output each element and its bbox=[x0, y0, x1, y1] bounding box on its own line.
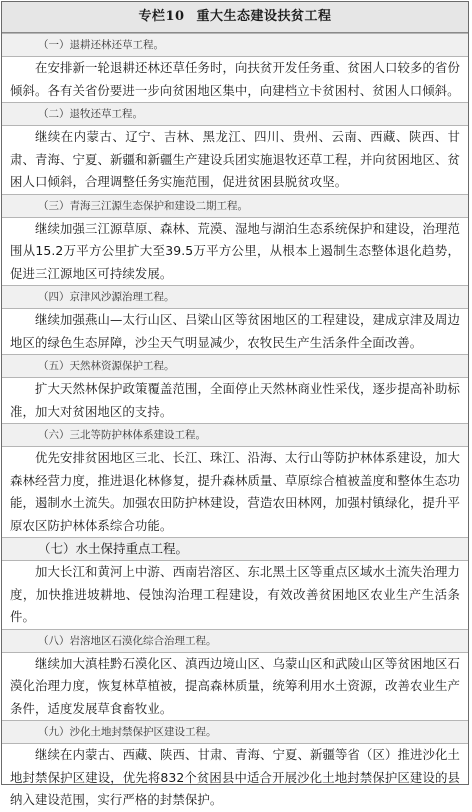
column-title: 重大生态建设扶贫工程 bbox=[196, 9, 332, 24]
section-5 bbox=[2, 354, 468, 423]
section-heading: （二）退牧还草工程。 bbox=[2, 102, 468, 126]
section-body: 扩大天然林保护政策覆盖范围，全面停止天然林商业性采伐，逐步提高补助标准，加大对贫困地区的支持。 bbox=[10, 381, 460, 419]
section-2 bbox=[2, 102, 468, 194]
section-heading: （八）岩溶地区石漠化综合治理工程。 bbox=[2, 629, 468, 653]
section-heading: （三）青海三江源生态保护和建设二期工程。 bbox=[2, 194, 468, 218]
section-heading: （五）天然林资源保护工程。 bbox=[2, 354, 468, 378]
section-heading: （九）沙化土地封禁保护区建设工程。 bbox=[2, 720, 468, 744]
section-heading: （六）三北等防护林体系建设工程。 bbox=[2, 423, 468, 447]
column-box bbox=[1, 1, 469, 807]
section-heading: （四）京津风沙源治理工程。 bbox=[2, 285, 468, 309]
column-number: 专栏10 bbox=[138, 9, 185, 24]
section-body: 继续加强三江源草原、森林、荒漠、湿地与湖泊生态系统保护和建设，治理范围从15.2万平方公里扩大至39.5万平方公里，从根本上遏制生态整体退化趋势，促进三江源地区可持续发展。 bbox=[10, 220, 460, 281]
section-heading: （一）退耕还林还草工程。 bbox=[2, 33, 468, 57]
section-body: 在安排新一轮退耕还林还草任务时，向扶贫开发任务重、贫困人口较多的省份倾斜。各有关省份要进一步向贫困地区集中，向建档立卡贫困村、贫困人口倾斜。 bbox=[10, 60, 460, 98]
section-4 bbox=[2, 285, 468, 354]
section-body: 继续加大滇桂黔石漠化区、滇西边境山区、乌蒙山区和武陵山区等贫困地区石漠化治理力度，恢复林草植被，提高森林质量，统筹利用水土资源，改善农业生产条件，适度发展草食畜牧业。 bbox=[10, 655, 460, 716]
section-6 bbox=[2, 423, 468, 537]
section-heading: （七）水土保持重点工程。 bbox=[2, 537, 468, 561]
section-body: 优先安排贫困地区三北、长江、珠江、沿海、太行山等防护林体系建设，加大森林经营力度，推进退化林修复，提升森林质量、草原综合植被盖度和整体生态功能，遏制水土流失。加强农田防护林建设，营造农田林网，加强村镇绿化，提升平原农区防护林体系综合功能。 bbox=[10, 450, 460, 533]
section-body: 继续在内蒙古、辽宁、吉林、黑龙江、四川、贵州、云南、西藏、陕西、甘肃、青海、宁夏、新疆和新疆生产建设兵团实施退牧还草工程，并向贫困地区、贫困人口倾斜，合理调整任务实施范围，促进贫困县脱贫攻坚。 bbox=[10, 129, 460, 189]
section-body: 继续在内蒙古、西藏、陕西、甘肃、青海、宁夏、新疆等省（区）推进沙化土地封禁保护区建设，优先将832个贫困县中适合开展沙化土地封禁保护区建设的县纳入建设范围，实行严格的封禁保护。 bbox=[10, 747, 460, 807]
section-1 bbox=[2, 33, 468, 102]
section-body: 加大长江和黄河上中游、西南岩溶区、东北黑土区等重点区域水土流失治理力度，加快推进坡耕地、侵蚀沟治理工程建设，有效改善贫困地区农业生产生活条件。 bbox=[10, 564, 460, 624]
section-3 bbox=[2, 194, 468, 286]
column-title-bar bbox=[2, 2, 468, 33]
section-9 bbox=[2, 720, 468, 812]
section-7 bbox=[2, 537, 468, 629]
section-body: 继续加强燕山—太行山区、吕梁山区等贫困地区的工程建设，建成京津及周边地区的绿色生态屏障，沙尘天气明显减少，农牧民生产生活条件全面改善。 bbox=[10, 312, 460, 350]
section-8 bbox=[2, 629, 468, 721]
